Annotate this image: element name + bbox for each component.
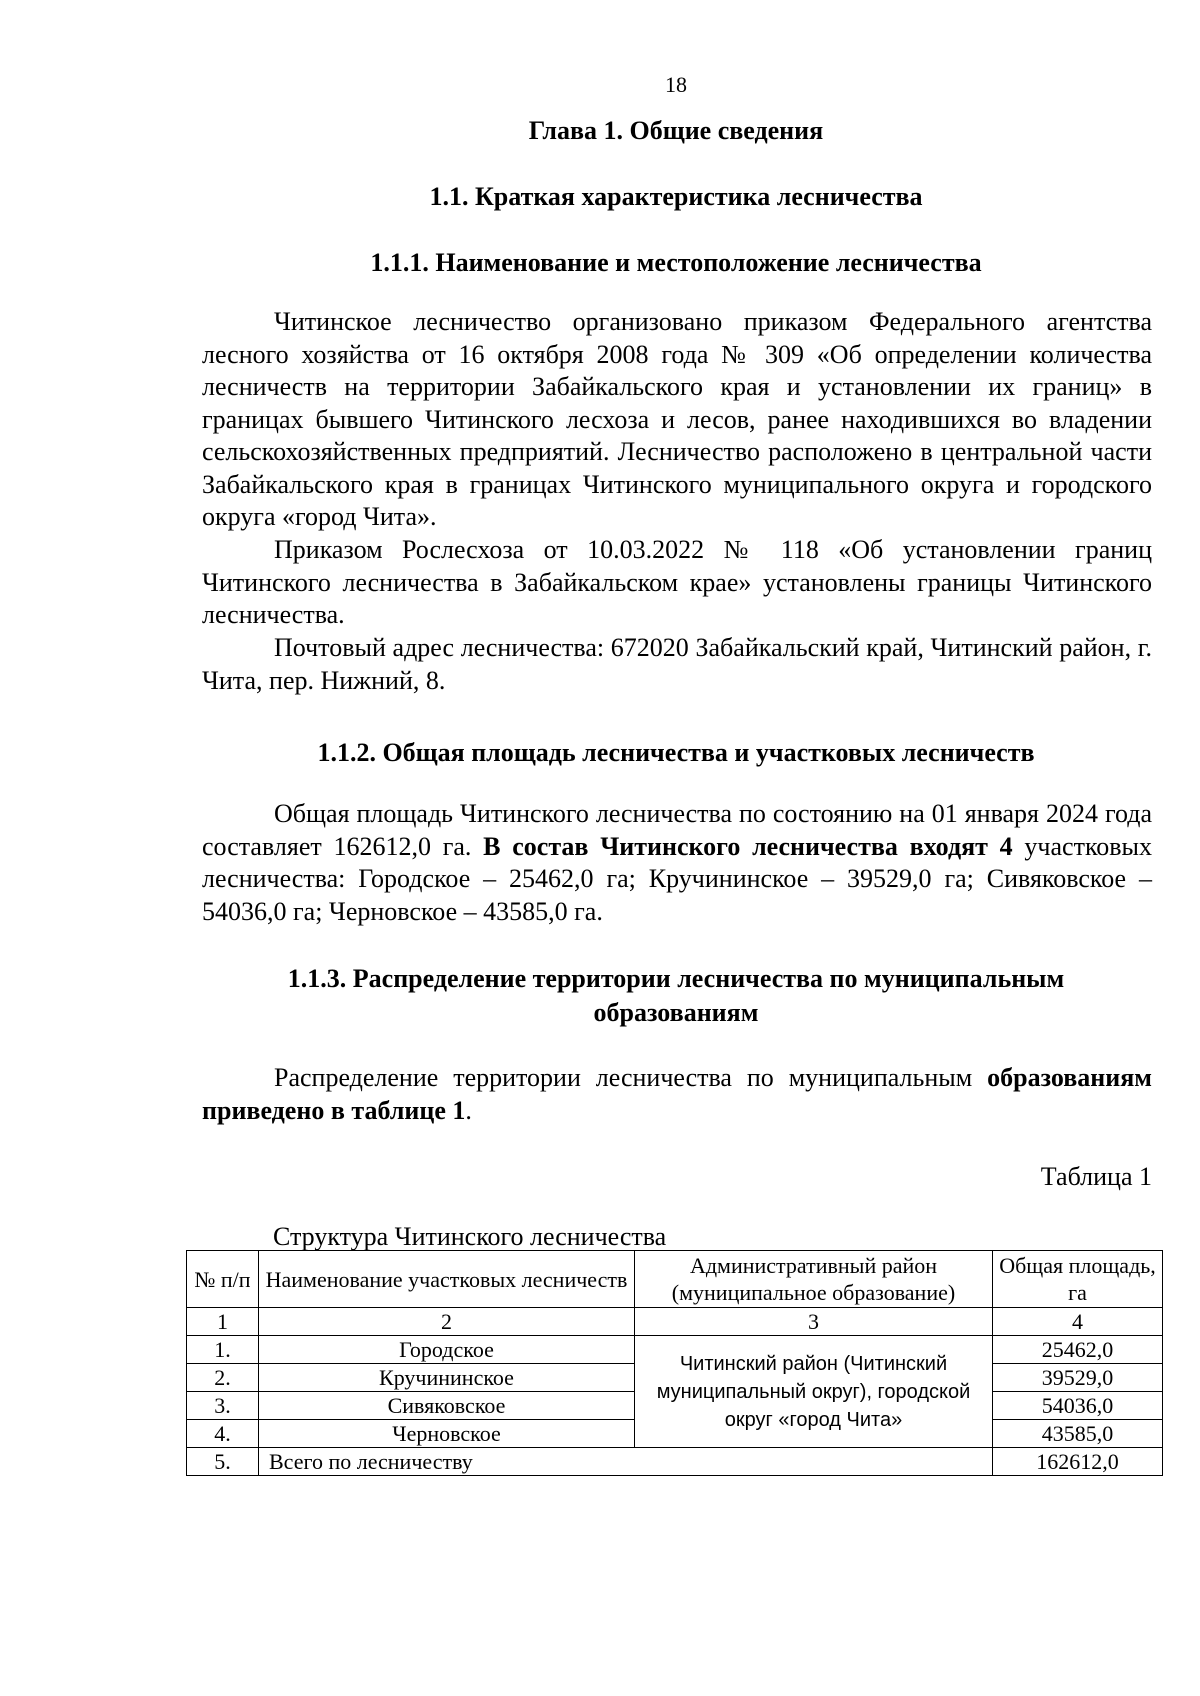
row-name: Черновское [259, 1420, 635, 1448]
row-area: 43585,0 [993, 1420, 1163, 1448]
section-title: 1.1. Краткая характеристика лесничества [429, 182, 923, 211]
subsection-2-title: 1.1.2. Общая площадь лесничества и участковых лесничеств [317, 738, 1035, 767]
subsection-3-text-b: . [465, 1095, 472, 1125]
subsection-1-paragraph-2: Приказом Рослесхоза от 10.03.2022 № 118 «Об установлении границ Читинского лесничества в Забайкальском крае» установлены границы Читинского лесничества. [202, 535, 1152, 629]
row-area: 25462,0 [993, 1336, 1163, 1364]
header-name: Наименование участковых лесничеств [259, 1251, 635, 1308]
row-name: Городское [259, 1336, 635, 1364]
header-admin: Административный район (муниципальное образование) [635, 1251, 993, 1308]
row-num: 1. [187, 1336, 259, 1364]
total-area: 162612,0 [993, 1448, 1163, 1476]
table-row [187, 1336, 1163, 1364]
column-number: 4 [993, 1308, 1163, 1336]
table-caption: Структура Читинского лесничества [273, 1222, 667, 1251]
subsection-3-text-a: Распределение территории лесничества по муниципальным [274, 1063, 988, 1092]
header-num: № п/п [187, 1251, 259, 1308]
table-total-row [187, 1448, 1163, 1476]
subsection-3-title [200, 962, 1152, 1030]
admin-district-cell: Читинский район (Читинский муниципальный округ), городской округ «город Чита» [635, 1336, 993, 1448]
row-num: 2. [187, 1364, 259, 1392]
column-number: 3 [635, 1308, 993, 1336]
subsection-2-text-b: участковых лесничества: Городское – 25462,0 га; Кручининское – 39529,0 га; Сивяковское – 54036,0 га; Черновское – 43585,0 га. [202, 831, 1153, 926]
subsection-3-paragraph [202, 1062, 1152, 1127]
subsection-2-text-a: Общая площадь Читинского лесничества по состоянию на 01 января 2024 года составляет 162612,0 га. [202, 799, 1152, 861]
subsection-1-paragraph-3: Почтовый адрес лесничества: 672020 Забайкальский край, Читинский район, г. Чита, пер. Нижний, 8. [202, 633, 1152, 695]
row-num: 3. [187, 1392, 259, 1420]
row-name: Сивяковское [259, 1392, 635, 1420]
table-header-row [187, 1251, 1163, 1308]
subsection-3-title-line-2: образованиям [593, 998, 759, 1027]
subsection-1-title: 1.1.1. Наименование и местоположение лесничества [370, 248, 982, 277]
header-area: Общая площадь, га [993, 1251, 1163, 1308]
total-num: 5. [187, 1448, 259, 1476]
row-num: 4. [187, 1420, 259, 1448]
forestry-structure-table [186, 1250, 1163, 1476]
chapter-title: Глава 1. Общие сведения [528, 116, 824, 145]
subsection-2-text-bold: В состав Читинского лесничества входят 4 [483, 831, 1013, 861]
table-number-label: Таблица 1 [1040, 1162, 1152, 1191]
row-area: 54036,0 [993, 1392, 1163, 1420]
row-area: 39529,0 [993, 1364, 1163, 1392]
column-number: 1 [187, 1308, 259, 1336]
column-number: 2 [259, 1308, 635, 1336]
subsection-3-title-line-1: 1.1.3. Распределение территории лесничества по муниципальным [287, 964, 1065, 993]
row-name: Кручининское [259, 1364, 635, 1392]
subsection-2-paragraph [202, 798, 1152, 928]
total-label: Всего по лесничеству [259, 1448, 993, 1476]
subsection-3-text-bold: образованиям приведено в таблице 1 [202, 1063, 1152, 1125]
subsection-1-paragraph-1: Читинское лесничество организовано приказом Федерального агентства лесного хозяйства от 16 октября 2008 года № 309 «Об определении количества лесничеств на территории Забайкальского края и установлении их границ» в границах бывшего Читинского лесхоза и лесов, ранее находившихся во владении сельскохозяйственных предприятий. Лесничество расположено в центральной части Забайкальского края в границах Читинского муниципального округа и городского округа «город Чита». [202, 307, 1152, 531]
column-numbers-row [187, 1308, 1163, 1336]
page-number: 18 [665, 72, 687, 97]
